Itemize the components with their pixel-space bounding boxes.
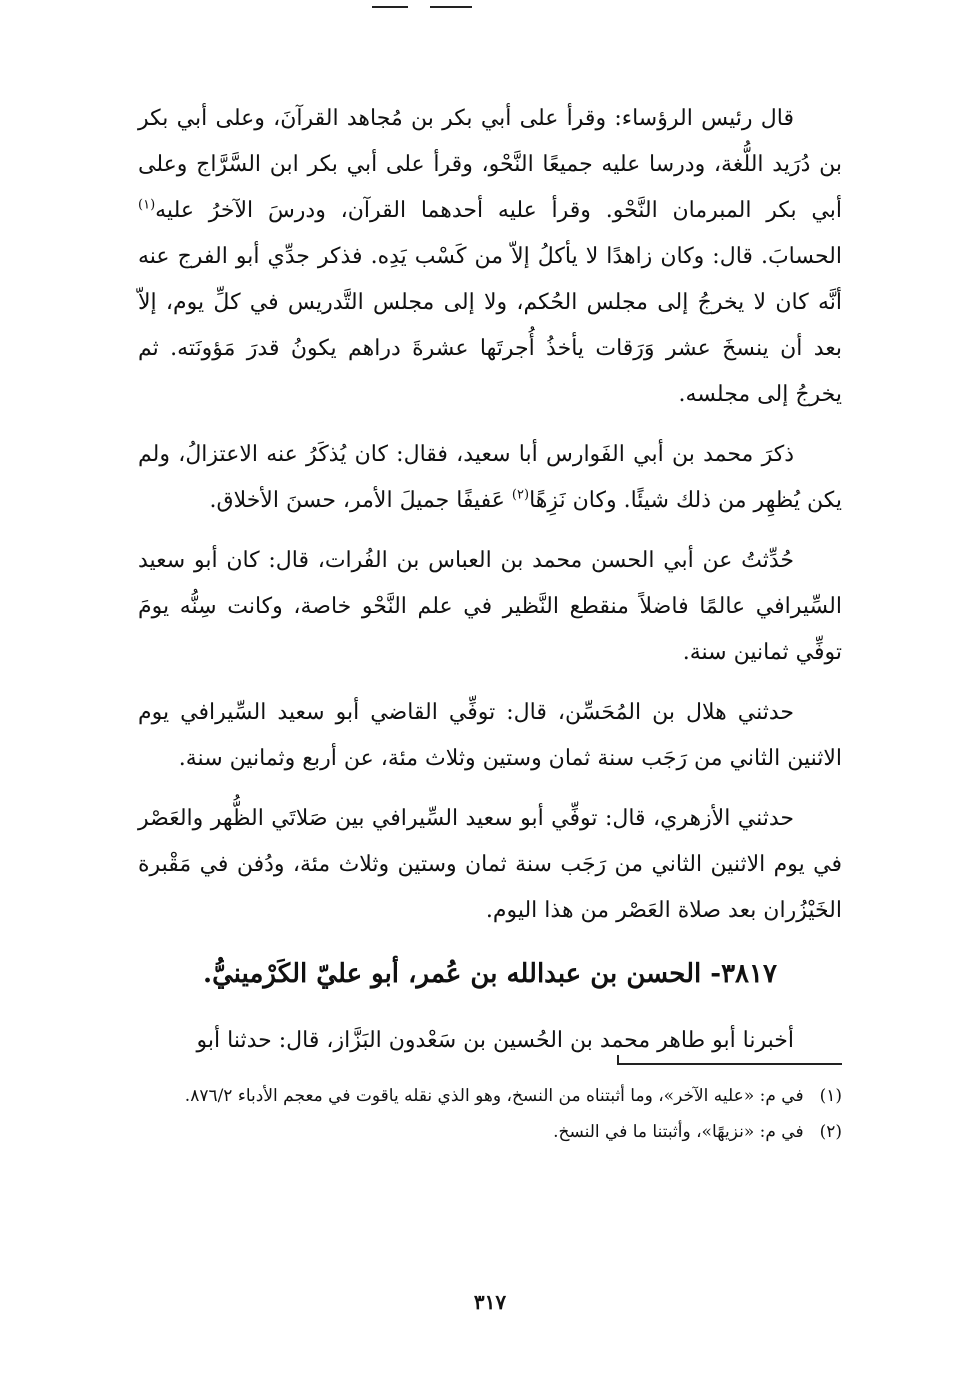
- footnote-separator: [617, 1063, 842, 1065]
- paragraph-1-text: قال رئيس الرؤساء: وقرأ على أبي بكر بن مُجاهد القرآنَ، وعلى أبي بكر بن دُرَيد اللُّغة، ودرسا عليه جميعًا النَّحْو، وقرأ على أبي بكر ابن السَّرَّاج وعلى أبي بكر المبرمان النَّحْو. وقرأ عليه أحدهما القرآن، ودرسَ الآخرُ عليه: [138, 106, 842, 223]
- paragraph-5: حدثني الأزهري، قال: توفِّي أبو سعيد السِّيرافي بين صَلاتَي الظُّهر والعَصْر في يوم الاثنين الثاني من رَجَب سنة ثمان وستين وثلاث مئة، ودُفن في مَقْبرة الخَيْزُران بعد صلاة العَصْر من هذا اليوم.: [138, 806, 842, 923]
- footnotes: [138, 1080, 842, 1152]
- footnote-separator-tick: [617, 1055, 619, 1065]
- footnote-text: في م: «نزيهًا»، وأثبتنا ما في النسخ.: [553, 1122, 804, 1142]
- footnote-number: (٢): [819, 1122, 842, 1142]
- top-rule-left: [372, 6, 408, 8]
- paragraph-2-tail: عَفيفًا جميلَ الأمر، حسنَ الأخلاق.: [209, 488, 505, 513]
- footnote-text: في م: «عليه الآخر»، وما أثبتناه من النسخ، وهو الذي نقله ياقوت في معجم الأدباء ٨٧٦/٢.: [184, 1086, 804, 1106]
- footnote-2: [138, 1116, 842, 1148]
- paragraph-2-text: ذكرَ محمد بن أبي الفَوارس أبا سعيد، فقال: كان يُذكَرُ عنه الاعتزالُ، ولم يكن يُظهِر من ذلك شيئًا. وكان نَزِهًا: [138, 442, 842, 513]
- entry-heading: ٣٨١٧- الحسن بن عبدالله بن عُمر، أبو عليّ الكَرْمينيُّ.: [203, 959, 777, 989]
- page-body: [138, 96, 842, 1078]
- footnote-number: (١): [819, 1086, 842, 1106]
- page-number: ٣١٧: [473, 1290, 507, 1314]
- paragraph-1-tail: الحسابَ. قال: وكان زاهدًا لا يأكلُ إلاّ من كَسْب يَدِه. فذكر جدِّي أبو الفرج عنه أنَّه كان لا يخرجُ إلى مجلس الحُكم، ولا إلى مجلس التَّدريس في كلِّ يوم، إلاّ بعد أن ينسخَ عشر وَرَقات يأخذُ أُجرتَها عشرةَ دراهم يكونُ قدرَ مَؤونَته. ثم يخرجُ إلى مجلسه.: [138, 244, 842, 407]
- footnote-ref-2: (٢): [511, 487, 530, 503]
- footnote-ref-1: (١): [138, 197, 156, 213]
- paragraph-3: حُدِّثتُ عن أبي الحسن محمد بن العباس بن الفُرات، قال: كان أبو سعيد السِّيرافي عالمًا فاضلاً منقطع النَّظير في علم النَّحْو خاصة، وكانت سِنُّه يومَ توفِّي ثمانين سنة.: [138, 548, 842, 665]
- paragraph-6: أخبرنا أبو طاهر محمد بن الحُسين بن سَعْدون البَزَّاز، قال: حدثنا أبو: [196, 1028, 794, 1053]
- footnote-1: [138, 1080, 842, 1112]
- paragraph-4: حدثني هلال بن المُحَسِّن، قال: توفِّي القاضي أبو سعيد السِّيرافي يوم الاثنين الثاني من رَجَب سنة ثمان وستين وثلاث مئة، عن أربع وثمانين سنة.: [138, 700, 842, 771]
- paragraph-2: [138, 432, 842, 524]
- paragraph-1: [138, 96, 842, 418]
- top-rule-right: [430, 6, 472, 8]
